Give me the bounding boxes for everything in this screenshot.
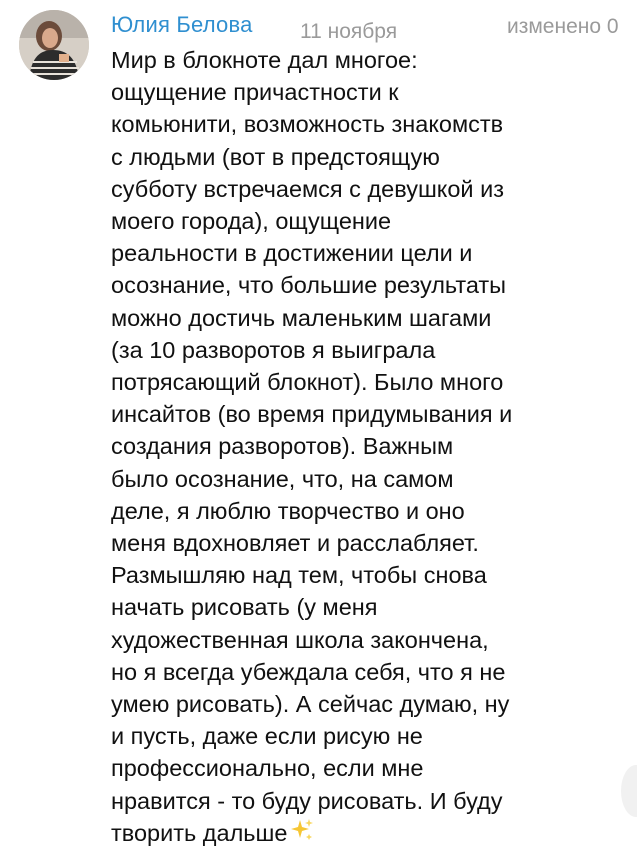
comment-line-text: умею рисовать). А сейчас думаю, ну <box>111 691 510 718</box>
comment-line <box>111 398 611 430</box>
comment-line-text: с людьми (вот в предстоящую <box>111 143 440 170</box>
comment-line-text: но я всегда убеждала себя, что я не <box>111 658 506 685</box>
comment-line <box>111 688 611 720</box>
comment-line <box>111 108 611 140</box>
comment-line <box>111 173 611 205</box>
comment-line-text: начать рисовать (у меня <box>111 594 378 621</box>
comment-line-text: создания разворотов). Важным <box>111 433 454 460</box>
comment-line <box>111 76 611 108</box>
comment-line <box>111 624 611 656</box>
comment-line <box>111 463 611 495</box>
comment-line-text: ощущение причастности к <box>111 79 399 106</box>
comment-line-text: можно достичь маленьким шагами <box>111 304 492 331</box>
comment-line <box>111 141 611 173</box>
comment-line-text: моего города), ощущение <box>111 208 392 235</box>
comment-line <box>111 527 611 559</box>
comment-line-text: субботу встречаемся с девушкой из <box>111 175 504 202</box>
comment-line <box>111 656 611 688</box>
comment-line-text: деле, я люблю творчество и оно <box>111 497 465 524</box>
comment-date[interactable]: 11 ноября <box>300 20 398 43</box>
comment-line <box>111 720 611 752</box>
comment-line-text: профессионально, если мне <box>111 755 424 782</box>
comment-line <box>111 269 611 301</box>
edited-label: изменено 0 <box>507 15 619 38</box>
comment-line-text: нравится - то буду рисовать. И буду <box>111 787 503 814</box>
comment-text <box>111 44 611 849</box>
comment-line <box>111 752 611 784</box>
comment-line-text: инсайтов (во время придумывания и <box>111 401 513 428</box>
comment-line-text: (за 10 разворотов я выиграла <box>111 336 436 363</box>
comment-line-text: Размышляю над тем, чтобы снова <box>111 562 487 589</box>
avatar-photo <box>19 10 89 80</box>
comment-line-text: Мир в блокноте дал многое: <box>111 47 418 73</box>
comment-line <box>111 237 611 269</box>
scroll-handle[interactable] <box>621 765 637 817</box>
comment-line <box>111 205 611 237</box>
comment-line <box>111 44 611 76</box>
comment-line-text: и пусть, даже если рисую не <box>111 723 423 750</box>
comment-line <box>111 334 611 366</box>
comment-line-text: реальности в достижении цели и <box>111 240 473 267</box>
comment-line-text: творить дальше <box>111 819 288 846</box>
comment-line-text: осознание, что большие результаты <box>111 272 507 299</box>
comment-line <box>111 559 611 591</box>
comment-line-text: потрясающий блокнот). Было много <box>111 369 504 396</box>
sparkles-icon <box>289 817 315 843</box>
comment-line-text: художественная школа закончена, <box>111 626 489 653</box>
comment-line-text: было осознание, что, на самом <box>111 465 454 492</box>
comment-line <box>111 817 611 849</box>
comment-line <box>111 302 611 334</box>
comment-header <box>111 10 637 44</box>
avatar[interactable] <box>19 10 89 80</box>
author-name[interactable]: Юлия Белова <box>111 12 253 37</box>
comment-line-text: меня вдохновляет и расслабляет. <box>111 530 479 557</box>
comment-line <box>111 495 611 527</box>
comment-line <box>111 366 611 398</box>
comment-line <box>111 591 611 623</box>
comment-line <box>111 785 611 817</box>
comment-line-text: комьюнити, возможность знакомств <box>111 111 504 138</box>
comment-line <box>111 430 611 462</box>
